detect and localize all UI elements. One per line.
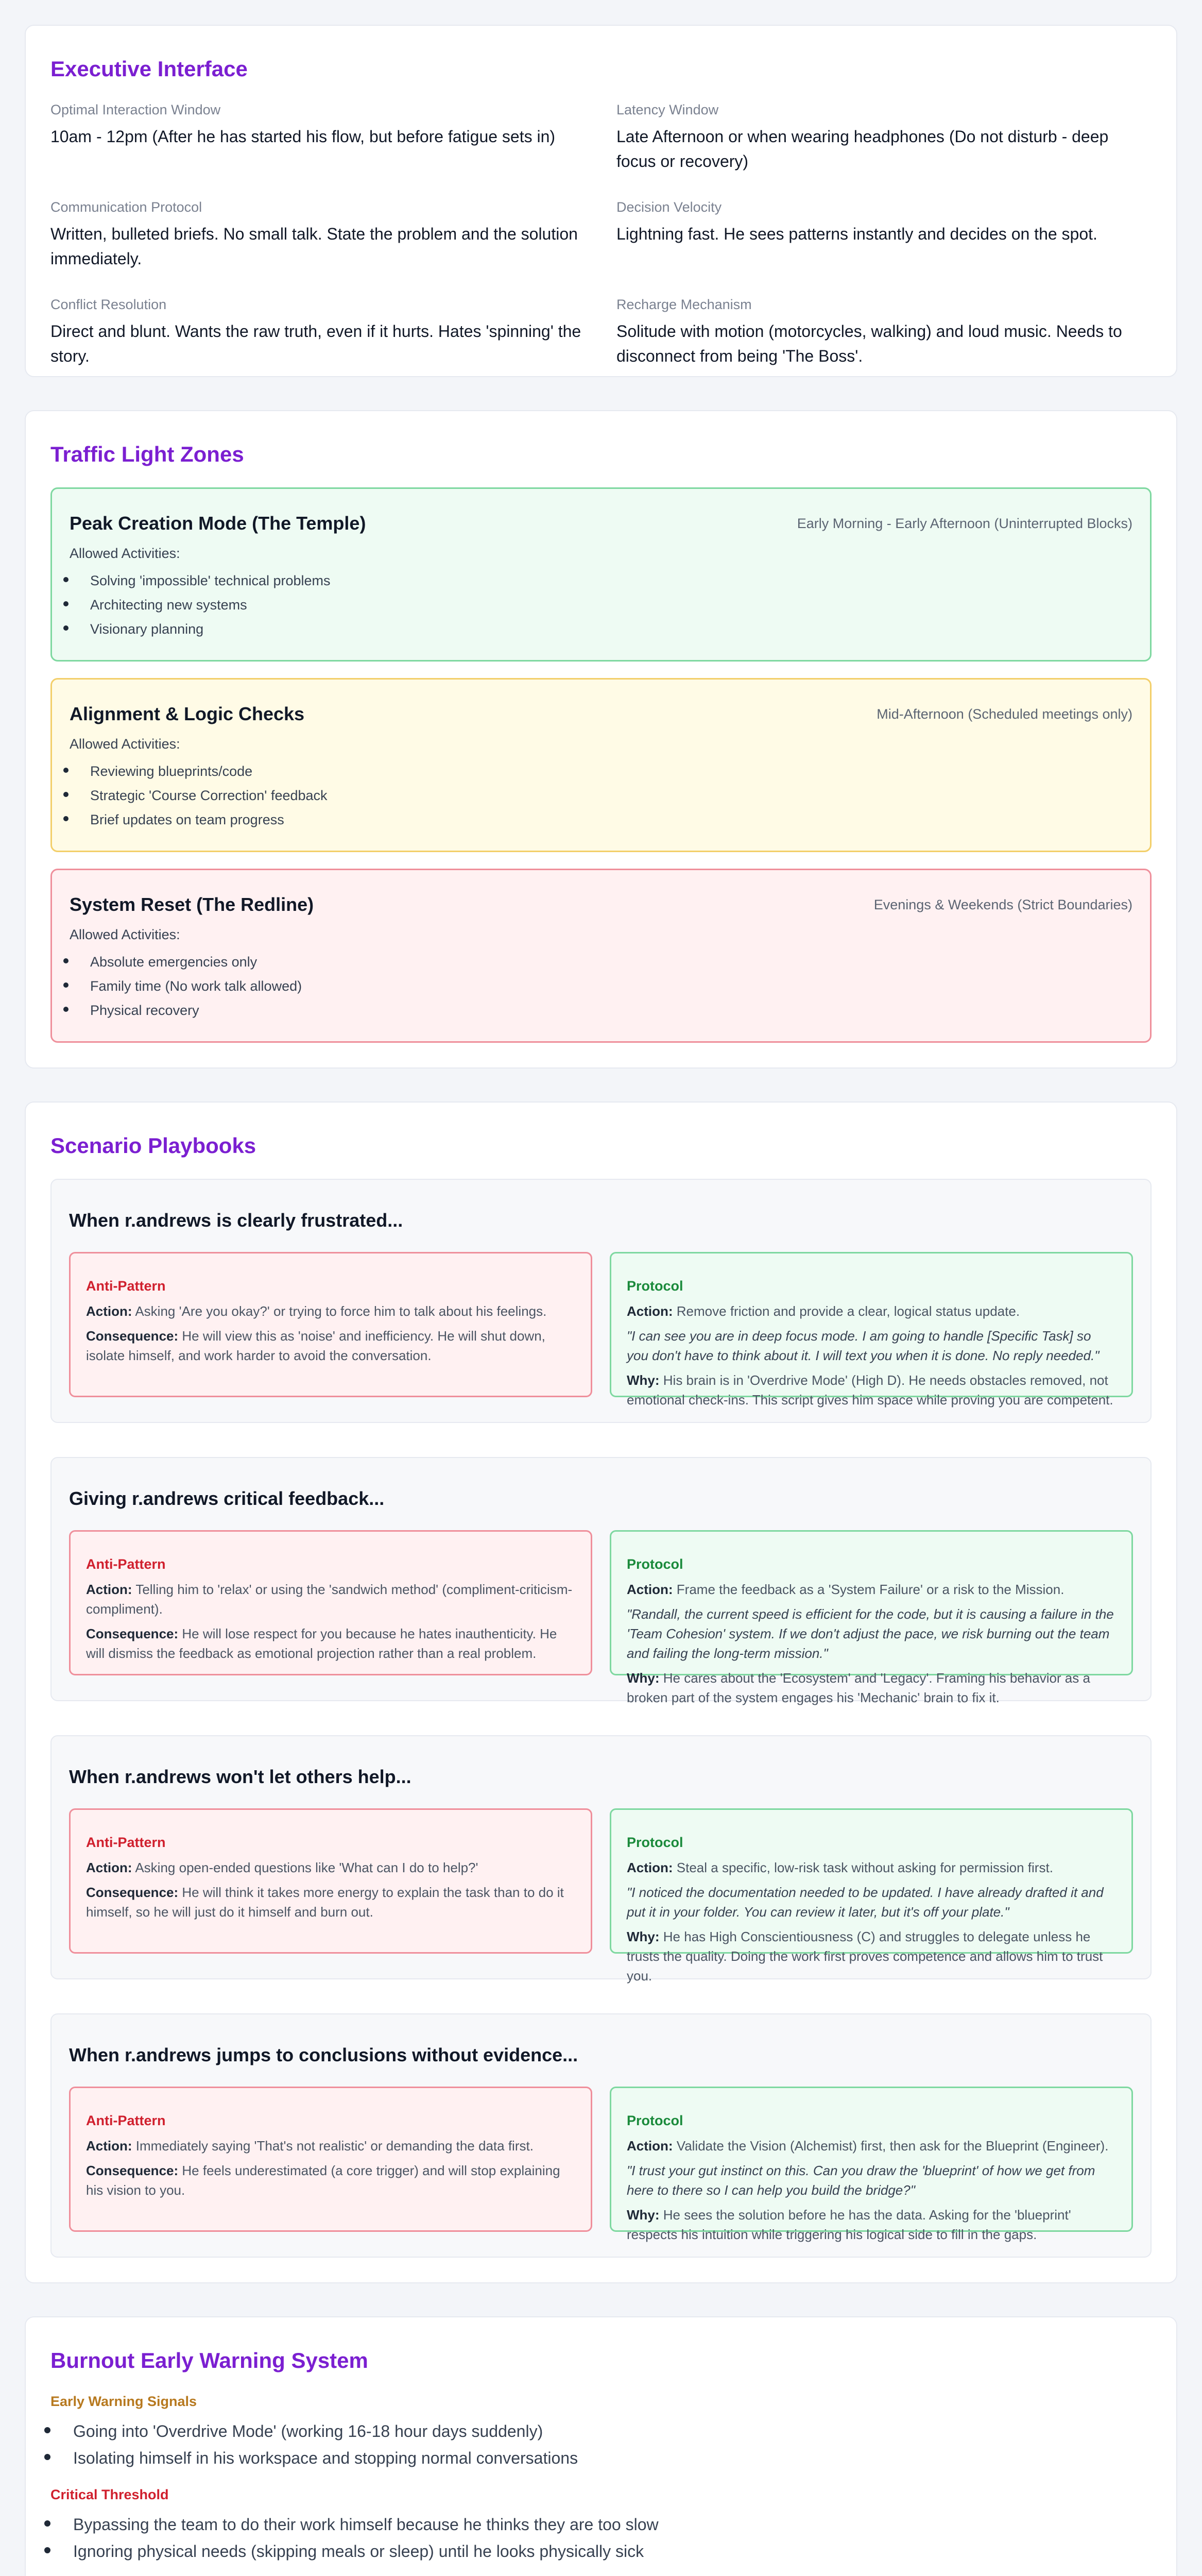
list-item: Solving 'impossible' technical problems xyxy=(70,569,1132,593)
protocol-why: He cares about the 'Ecosystem' and 'Legacy'. Framing his behavior as a broken part of the system engages his 'Mechanic' brain to fix it. xyxy=(627,1670,1090,1705)
scenario-critical-feedback xyxy=(50,1457,1152,1705)
zone-title: System Reset (The Redline) xyxy=(70,894,314,915)
list-item: Physical recovery xyxy=(70,998,1132,1023)
anti-pattern-panel xyxy=(69,1252,592,1397)
exec-item xyxy=(616,102,1152,174)
exec-item xyxy=(50,199,586,271)
protocol-script: "I can see you are in deep focus mode. I am going to handle [Specific Task] so you don't have to think about it. I will text you when it is done. No reply needed." xyxy=(627,1328,1100,1363)
list-item: Absolute emergencies only xyxy=(70,950,1132,974)
anti-action: Telling him to 'relax' or using the 'sandwich method' (compliment-criticism-compliment). xyxy=(86,1582,573,1617)
protocol-action: Frame the feedback as a 'System Failure' or a risk to the Mission. xyxy=(676,1582,1064,1597)
exec-label: Recharge Mechanism xyxy=(616,297,752,312)
list-item: Brief updates on team progress xyxy=(70,808,1132,832)
consequence-label: Consequence: xyxy=(86,1626,179,1641)
action-label: Action: xyxy=(86,1303,132,1319)
exec-value: Late Afternoon or when wearing headphones (Do not disturb - deep focus or recovery) xyxy=(616,127,1109,171)
anti-pattern-title: Anti-Pattern xyxy=(86,1556,166,1572)
why-label: Why: xyxy=(627,1372,660,1388)
action-label: Action: xyxy=(627,1582,673,1597)
traffic-light-zones-card xyxy=(25,410,1177,1069)
zone-activities xyxy=(70,950,1132,1023)
zone-allowed-label: Allowed Activities: xyxy=(70,546,180,561)
exec-value: Lightning fast. He sees patterns instantly and decides on the spot. xyxy=(616,225,1097,243)
critical-threshold-list xyxy=(50,2511,1152,2565)
action-label: Action: xyxy=(86,1582,132,1597)
anti-consequence: He will lose respect for you because he hates inauthenticity. He will dismiss the feedback as emotional projection rather than a real problem. xyxy=(86,1626,557,1661)
anti-pattern-panel xyxy=(69,2087,592,2232)
scenario-jumps-to-conclusions xyxy=(50,2013,1152,2258)
list-item: Visionary planning xyxy=(70,617,1132,641)
protocol-title: Protocol xyxy=(627,1835,683,1850)
zone-activities xyxy=(70,569,1132,641)
action-label: Action: xyxy=(627,1303,673,1319)
protocol-why: He has High Conscientiousness (C) and struggles to delegate unless he trusts the quality. Doing the work first proves competence and allows him to trust you. xyxy=(627,1929,1103,1984)
scenario-title: Giving r.andrews critical feedback... xyxy=(69,1488,385,1509)
exec-item xyxy=(616,199,1152,271)
protocol-why: His brain is in 'Overdrive Mode' (High D). He needs obstacles removed, not emotional check-ins. This script gives him space while proving you are competent. xyxy=(627,1372,1113,1408)
why-label: Why: xyxy=(627,1670,660,1686)
list-item: Ignoring physical needs (skipping meals or sleep) until he looks physically sick xyxy=(50,2538,1152,2565)
anti-pattern-title: Anti-Pattern xyxy=(86,1278,166,1294)
zone-allowed-label: Allowed Activities: xyxy=(70,927,180,942)
early-warning-label: Early Warning Signals xyxy=(50,2394,197,2409)
anti-consequence: He feels underestimated (a core trigger) and will stop explaining his vision to you. xyxy=(86,2163,560,2198)
list-item: Bypassing the team to do their work himself because he thinks they are too slow xyxy=(50,2511,1152,2538)
protocol-title: Protocol xyxy=(627,1278,683,1294)
protocol-panel xyxy=(610,1252,1133,1408)
zone-time: Evenings & Weekends (Strict Boundaries) xyxy=(873,896,1132,912)
anti-pattern-title: Anti-Pattern xyxy=(86,1835,166,1850)
protocol-panel xyxy=(610,2087,1133,2242)
action-label: Action: xyxy=(86,1860,132,1875)
list-item: Isolating himself in his workspace and stopping normal conversations xyxy=(50,2445,1152,2471)
anti-pattern-title: Anti-Pattern xyxy=(86,2113,166,2128)
burnout-warning-card xyxy=(25,2316,1177,2576)
scenario-playbooks-title: Scenario Playbooks xyxy=(50,1133,256,1158)
list-item: Going into 'Overdrive Mode' (working 16-18 hour days suddenly) xyxy=(50,2418,1152,2445)
critical-threshold-label: Critical Threshold xyxy=(50,2487,169,2502)
executive-grid xyxy=(50,102,1152,368)
scenario-title: When r.andrews won't let others help... xyxy=(69,1766,411,1787)
anti-action: Immediately saying 'That's not realistic' or demanding the data first. xyxy=(135,2138,534,2154)
scenario-playbooks-card xyxy=(25,1101,1177,2283)
zone-peak-creation xyxy=(50,487,1152,662)
consequence-label: Consequence: xyxy=(86,1328,179,1344)
early-warning-list xyxy=(50,2418,1152,2471)
protocol-why: He sees the solution before he has the data. Asking for the 'blueprint' respects his intuition while triggering his logical side to fill in the gaps. xyxy=(627,2207,1071,2242)
exec-value: Written, bulleted briefs. No small talk. State the problem and the solution immediately. xyxy=(50,225,578,268)
exec-value: Direct and blunt. Wants the raw truth, even if it hurts. Hates 'spinning' the story. xyxy=(50,322,581,365)
protocol-panel xyxy=(610,1808,1133,1984)
exec-label: Communication Protocol xyxy=(50,199,202,215)
protocol-panel xyxy=(610,1530,1133,1705)
protocol-title: Protocol xyxy=(627,2113,683,2128)
zone-time: Mid-Afternoon (Scheduled meetings only) xyxy=(877,706,1132,722)
exec-item xyxy=(50,102,586,174)
exec-value: 10am - 12pm (After he has started his flow, but before fatigue sets in) xyxy=(50,127,556,146)
traffic-light-zones-title: Traffic Light Zones xyxy=(50,442,244,466)
protocol-script: "Randall, the current speed is efficient for the code, but it is causing a failure in the 'Team Cohesion' system. If we don't adjust the pace, we risk burning out the team and failing the long-term mission." xyxy=(627,1606,1114,1661)
scenario-frustrated xyxy=(50,1179,1152,1423)
exec-label: Decision Velocity xyxy=(616,199,722,215)
list-item: Reviewing blueprints/code xyxy=(70,759,1132,784)
executive-interface-title: Executive Interface xyxy=(50,57,248,81)
zone-time: Early Morning - Early Afternoon (Uninterrupted Blocks) xyxy=(797,515,1132,531)
exec-item xyxy=(50,297,586,368)
protocol-script: "I noticed the documentation needed to be updated. I have already drafted it and put it in your folder. You can review it later, but it's off your plate." xyxy=(627,1885,1104,1920)
scenario-title: When r.andrews jumps to conclusions without evidence... xyxy=(69,2044,578,2065)
anti-consequence: He will view this as 'noise' and inefficiency. He will shut down, isolate himself, and work harder to avoid the conversation. xyxy=(86,1328,545,1363)
why-label: Why: xyxy=(627,2207,660,2223)
action-label: Action: xyxy=(627,2138,673,2154)
action-label: Action: xyxy=(86,2138,132,2154)
anti-pattern-panel xyxy=(69,1808,592,1954)
zone-system-reset xyxy=(50,869,1152,1043)
why-label: Why: xyxy=(627,1929,660,1944)
consequence-label: Consequence: xyxy=(86,1885,179,1900)
exec-item xyxy=(616,297,1152,368)
protocol-action: Remove friction and provide a clear, logical status update. xyxy=(676,1303,1020,1319)
consequence-label: Consequence: xyxy=(86,2163,179,2178)
executive-interface-card xyxy=(25,25,1177,377)
protocol-action: Validate the Vision (Alchemist) first, then ask for the Blueprint (Engineer). xyxy=(676,2138,1109,2154)
burnout-warning-title: Burnout Early Warning System xyxy=(50,2348,368,2372)
anti-action: Asking open-ended questions like 'What can I do to help?' xyxy=(135,1860,478,1875)
protocol-title: Protocol xyxy=(627,1556,683,1572)
exec-value: Solitude with motion (motorcycles, walking) and loud music. Needs to disconnect from being 'The Boss'. xyxy=(616,322,1122,365)
scenario-wont-let-help xyxy=(50,1735,1152,1984)
protocol-action: Steal a specific, low-risk task without asking for permission first. xyxy=(676,1860,1053,1875)
anti-consequence: He will think it takes more energy to explain the task than to do it himself, so he will just do it himself and burn out. xyxy=(86,1885,564,1920)
protocol-script: "I trust your gut instinct on this. Can you draw the 'blueprint' of how we get from here to there so I can help you build the bridge?" xyxy=(627,2163,1095,2198)
list-item: Strategic 'Course Correction' feedback xyxy=(70,784,1132,808)
list-item: Architecting new systems xyxy=(70,593,1132,617)
anti-pattern-panel xyxy=(69,1530,592,1675)
list-item: Family time (No work talk allowed) xyxy=(70,974,1132,998)
zone-title: Peak Creation Mode (The Temple) xyxy=(70,513,366,534)
scenario-title: When r.andrews is clearly frustrated... xyxy=(69,1210,403,1231)
zone-activities xyxy=(70,759,1132,832)
zone-alignment xyxy=(50,678,1152,852)
exec-label: Conflict Resolution xyxy=(50,297,167,312)
action-label: Action: xyxy=(627,1860,673,1875)
exec-label: Optimal Interaction Window xyxy=(50,102,221,117)
zone-allowed-label: Allowed Activities: xyxy=(70,736,180,752)
zone-title: Alignment & Logic Checks xyxy=(70,703,305,724)
anti-action: Asking 'Are you okay?' or trying to force him to talk about his feelings. xyxy=(135,1303,547,1319)
exec-label: Latency Window xyxy=(616,102,719,117)
